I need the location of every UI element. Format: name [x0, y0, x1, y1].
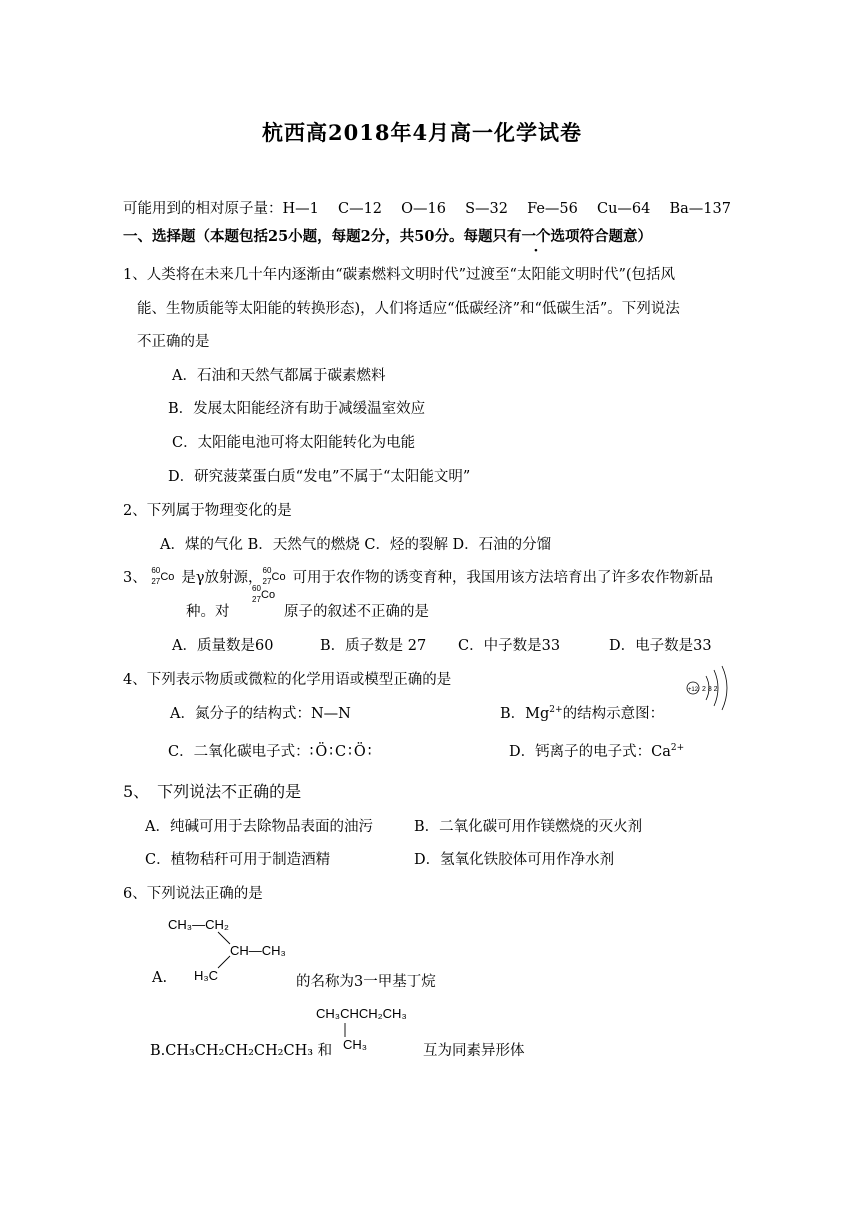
q4-option-d: D．钙离子的电子式：$Ca^{2+}$ [509, 743, 685, 760]
q6-option-b-formula: B.CH₃CH₂CH₂CH₂CH₃ 和 [150, 1043, 333, 1059]
q4-option-c: C．二氧化碳电子式：∶Ö∶C∶Ö∶ [168, 744, 374, 760]
q6-a-struct-l1: CH₃—CH₂ [168, 917, 229, 932]
q6-option-a-label: A. [152, 970, 168, 986]
section-prefix: 一、选择题（本题包括25小题，每题2分，共50分。每题只有 [123, 228, 522, 245]
q1-option-b: B．发展太阳能经济有助于减缓温室效应 [168, 401, 426, 417]
section-suffix: 选项符合题意） [550, 228, 652, 245]
q5-option-c: C．植物秸秆可用于制造酒精 [145, 852, 331, 868]
mg-ion-structure-diagram [684, 664, 734, 714]
q3-line2-b: 原子的叙述不正确的是 [284, 604, 429, 620]
co60-nuclide-2: 60 27 Co [262, 566, 286, 586]
q6-option-a-text: 的名称为3一甲基丁烷 [296, 974, 436, 990]
q4-option-b: B．$Mg^{2+}$的结构示意图： [500, 705, 665, 722]
q3-line1 [123, 566, 713, 587]
svg-text:2 8 2: 2 8 2 [702, 686, 718, 693]
q1-option-c: C．太阳能电池可将太阳能转化为电能 [172, 435, 416, 451]
q1-line2: 能、生物质能等太阳能的转换形态)，人们将适应“低碳经济”和“低碳生活”。下列说法 [137, 301, 680, 317]
q3-number: 3、 [123, 570, 147, 586]
q2-stem: 2、下列属于物理变化的是 [123, 503, 292, 519]
q1-option-d: D．研究菠菜蛋白质“发电”不属于“太阳能文明” [168, 469, 471, 485]
q3-option-a: A．质量数是60 [172, 638, 274, 654]
q1-option-a: A．石油和天然气都属于碳素燃料 [172, 368, 386, 384]
q4-option-a: A．氮分子的结构式：N—N [170, 706, 351, 722]
q1-line3: 不正确的是 [137, 334, 210, 350]
q5-option-b: B．二氧化碳可用作镁燃烧的灭火剂 [414, 819, 643, 835]
q6-b-struct-l1: CH₃CHCH₂CH₃ [316, 1006, 407, 1021]
q5-option-d: D．氢氧化铁胶体可用作净水剂 [414, 852, 615, 868]
section-heading [123, 225, 652, 246]
co60-nuclide-3: 60 27 Co [252, 584, 276, 604]
q3-line2-a: 种。对 [186, 604, 230, 620]
q3-option-b: B．质子数是 27 [320, 638, 427, 654]
atomic-masses: 可能用到的相对原子量：H—1 C—12 O—16 S—32 Fe—56 Cu—64 Ba—137 [123, 201, 731, 217]
q6-a-struct-l2: CH—CH₃ [230, 943, 286, 958]
q3-option-d: D．电子数是33 [609, 638, 712, 654]
svg-text:+12: +12 [687, 687, 699, 693]
section-emphasis: 一个 [521, 228, 551, 245]
q6-stem: 6、下列说法正确的是 [123, 886, 263, 902]
q3-option-c: C．中子数是33 [458, 638, 561, 654]
q6-a-struct-l3: H₃C [194, 968, 219, 983]
q4-stem: 4、下列表示物质或微粒的化学用语或模型正确的是 [123, 672, 452, 688]
q1-line1: 1、人类将在未来几十年内逐渐由“碳素燃料文明时代”过渡至“太阳能文明时代”(包括风 [123, 267, 676, 283]
q2-options: A．煤的气化 B．天然气的燃烧 C．烃的裂解 D．石油的分馏 [160, 537, 552, 553]
q6-b-struct-l2: CH₃ [343, 1037, 368, 1052]
q6-option-b-text: 互为同素异形体 [423, 1043, 525, 1059]
q5-stem: 5、 下列说法不正确的是 [123, 782, 302, 801]
q3-text1: 是γ放射源， [181, 570, 263, 586]
page-title: 杭西高2018年4月高一化学试卷 [262, 120, 583, 145]
co60-nuclide: 60 27 Co [151, 566, 175, 586]
q3-text2: 可用于农作物的诱变育种，我国用该方法培育出了许多农作物新品 [292, 570, 714, 586]
q5-option-a: A．纯碱可用于去除物品表面的油污 [145, 819, 373, 835]
co2-electron-formula: ∶Ö∶C∶Ö∶ [309, 744, 374, 760]
q6-b-bond [342, 1022, 348, 1038]
